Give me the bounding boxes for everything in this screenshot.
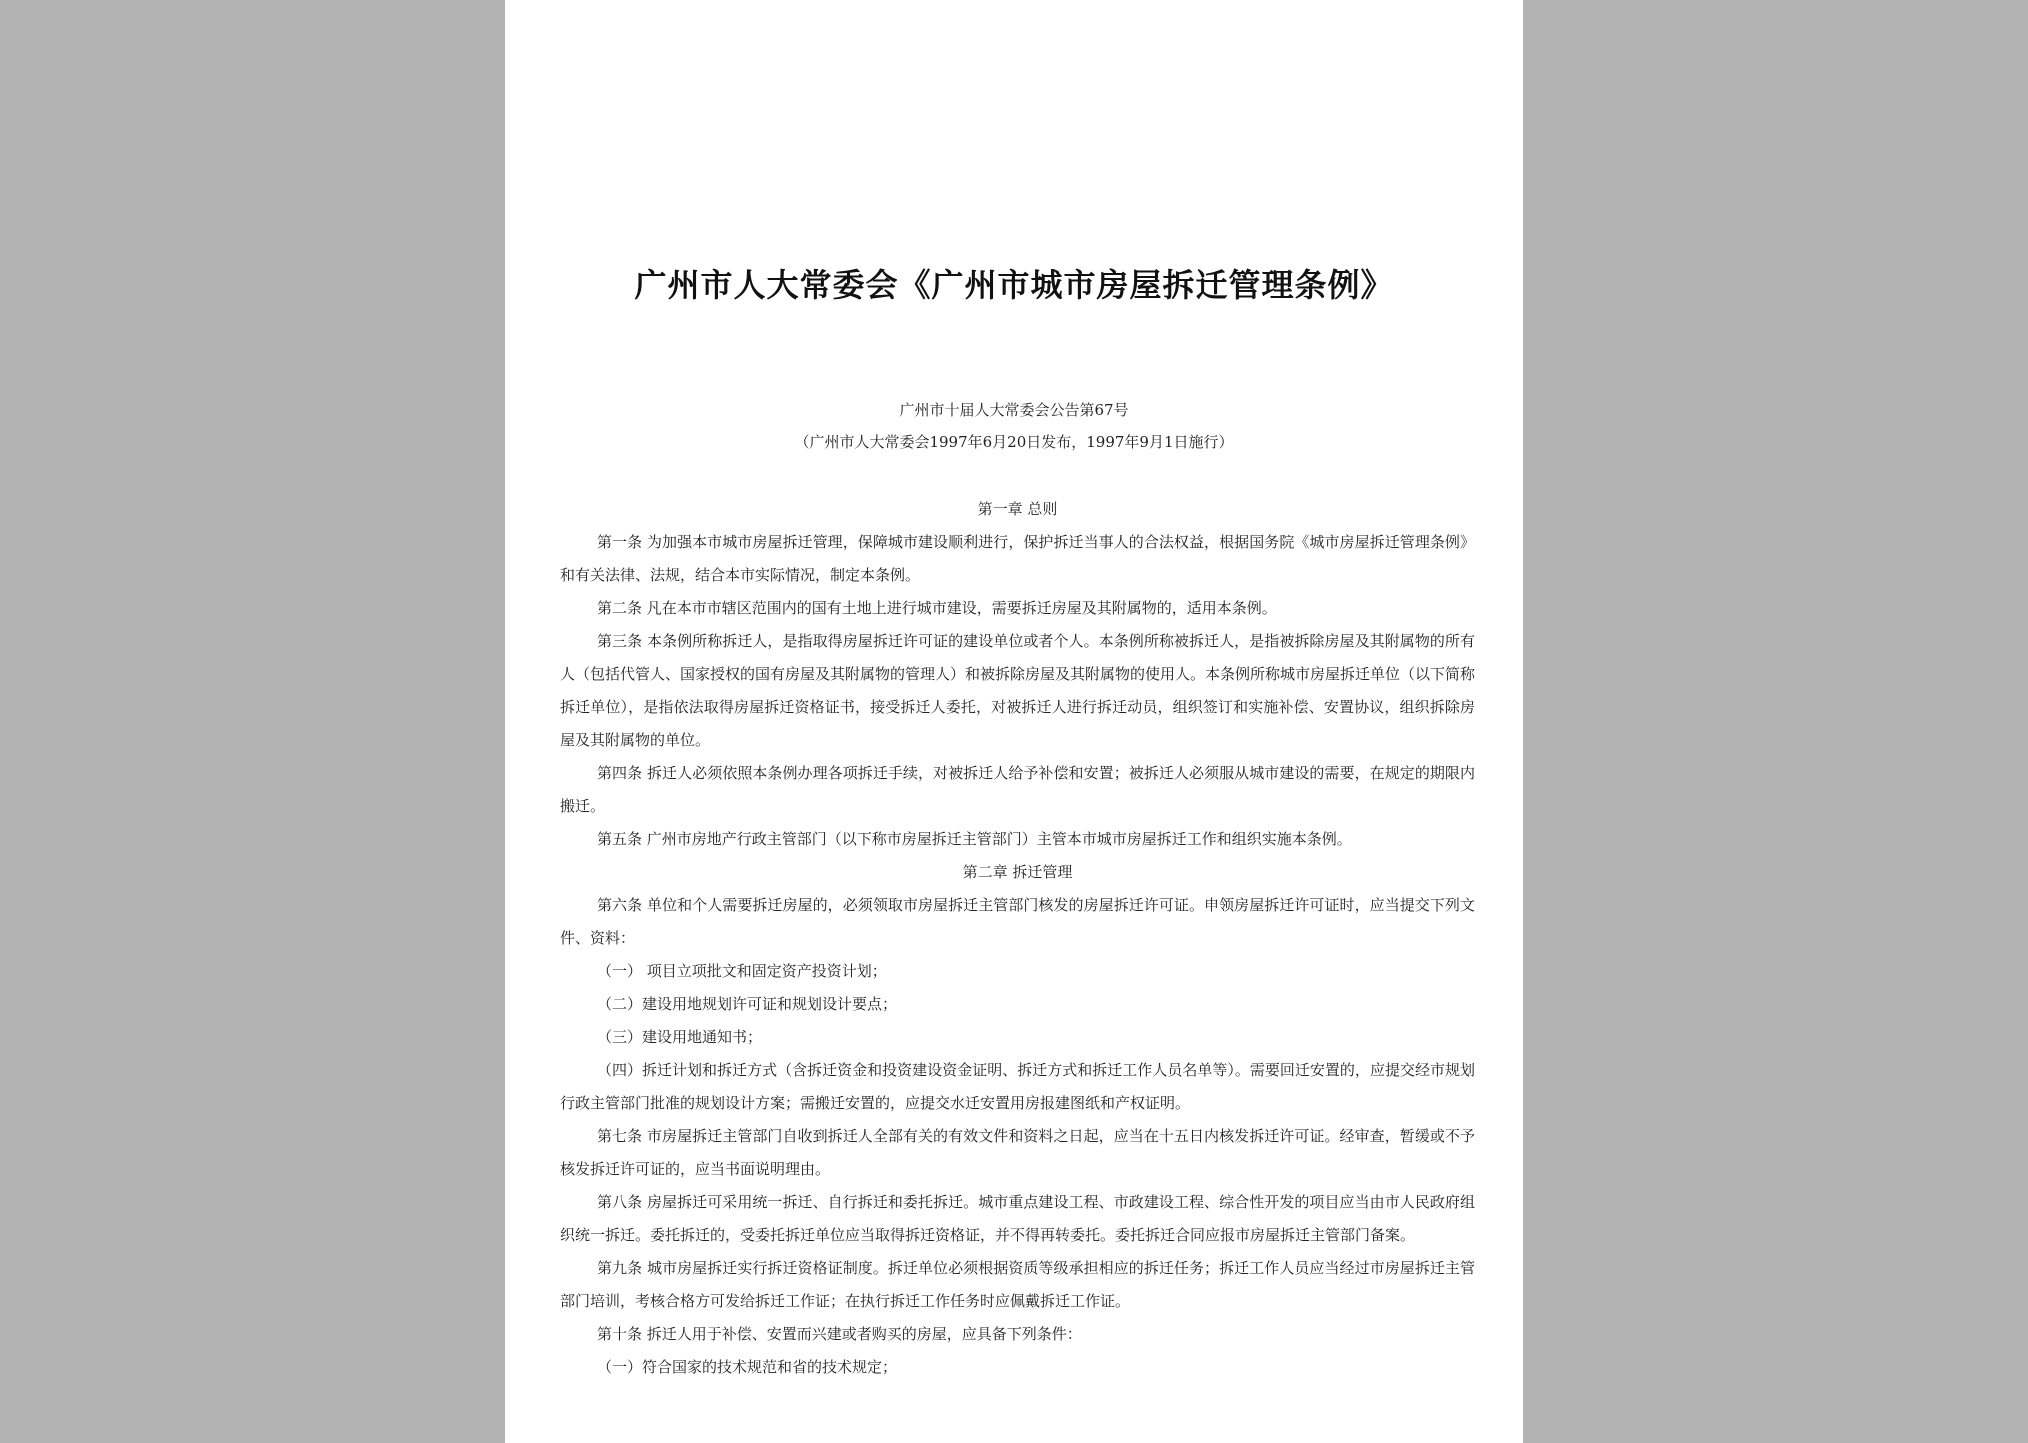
article-paragraph: 第五条 广州市房地产行政主管部门（以下称市房屋拆迁主管部门）主管本市城市房屋拆迁工作和组织实施本条例。 — [597, 830, 1352, 848]
list-item: （三）建设用地通知书； — [597, 1028, 763, 1046]
article-paragraph: 第一条 为加强本市城市房屋拆迁管理，保障城市建设顺利进行，保护拆迁当事人的合法权益，根据国务院《城市房屋拆迁管理条例》和有关法律、法规，结合本市实际情况，制定本条例。 — [560, 533, 1475, 584]
list-item: （二）建设用地规划许可证和规划设计要点； — [597, 995, 898, 1013]
article-paragraph: 第二条 凡在本市市辖区范围内的国有土地上进行城市建设，需要拆迁房屋及其附属物的，适用本条例。 — [597, 599, 1277, 617]
announcement-number: 广州市十届人大常委会公告第67号 — [899, 401, 1129, 419]
article-paragraph: 第七条 市房屋拆迁主管部门自收到拆迁人全部有关的有效文件和资料之日起，应当在十五日内核发拆迁许可证。经审查，暂缓或不予核发拆迁许可证的，应当书面说明理由。 — [560, 1127, 1475, 1178]
article-paragraph: 第六条 单位和个人需要拆迁房屋的，必须领取市房屋拆迁主管部门核发的房屋拆迁许可证。申领房屋拆迁许可证时，应当提交下列文件、资料： — [560, 896, 1475, 947]
issue-info: （广州市人大常委会1997年6月20日发布，1997年9月1日施行） — [794, 433, 1234, 451]
document-body — [560, 493, 1475, 1384]
list-item: （一）符合国家的技术规范和省的技术规定； — [597, 1358, 898, 1376]
document-title: 广州市人大常委会《广州市城市房屋拆迁管理条例》 — [634, 266, 1394, 304]
chapter-heading: 第二章 拆迁管理 — [962, 863, 1073, 881]
list-item: （一） 项目立项批文和固定资产投资计划； — [597, 962, 887, 980]
chapter-heading: 第一章 总则 — [977, 500, 1058, 518]
article-paragraph: 第十条 拆迁人用于补偿、安置而兴建或者购买的房屋，应具备下列条件： — [597, 1325, 1082, 1343]
article-paragraph: 第三条 本条例所称拆迁人，是指取得房屋拆迁许可证的建设单位或者个人。本条例所称被拆迁人，是指被拆除房屋及其附属物的所有人（包括代管人、国家授权的国有房屋及其附属物的管理人）和被拆除房屋及其附属物的使用人。本条例所称城市房屋拆迁单位（以下简称拆迁单位），是指依法取得房屋拆迁资格证书，接受拆迁人委托，对被拆迁人进行拆迁动员，组织签订和实施补偿、安置协议，组织拆除房屋及其附属物的单位。 — [560, 632, 1476, 749]
document-page — [505, 0, 1523, 1443]
article-paragraph: 第八条 房屋拆迁可采用统一拆迁、自行拆迁和委托拆迁。城市重点建设工程、市政建设工程、综合性开发的项目应当由市人民政府组织统一拆迁。委托拆迁的，受委托拆迁单位应当取得拆迁资格证，并不得再转委托。委托拆迁合同应报市房屋拆迁主管部门备案。 — [560, 1193, 1475, 1244]
article-paragraph: 第九条 城市房屋拆迁实行拆迁资格证制度。拆迁单位必须根据资质等级承担相应的拆迁任务；拆迁工作人员应当经过市房屋拆迁主管部门培训，考核合格方可发给拆迁工作证；在执行拆迁工作任务时应佩戴拆迁工作证。 — [560, 1259, 1475, 1310]
article-paragraph: 第四条 拆迁人必须依照本条例办理各项拆迁手续，对被拆迁人给予补偿和安置；被拆迁人必须服从城市建设的需要，在规定的期限内搬迁。 — [560, 764, 1475, 815]
list-item: （四）拆迁计划和拆迁方式（含拆迁资金和投资建设资金证明、拆迁方式和拆迁工作人员名单等）。需要回迁安置的，应提交经市规划行政主管部门批准的规划设计方案；需搬迁安置的，应提交水迁安置用房报建图纸和产权证明。 — [560, 1061, 1475, 1112]
